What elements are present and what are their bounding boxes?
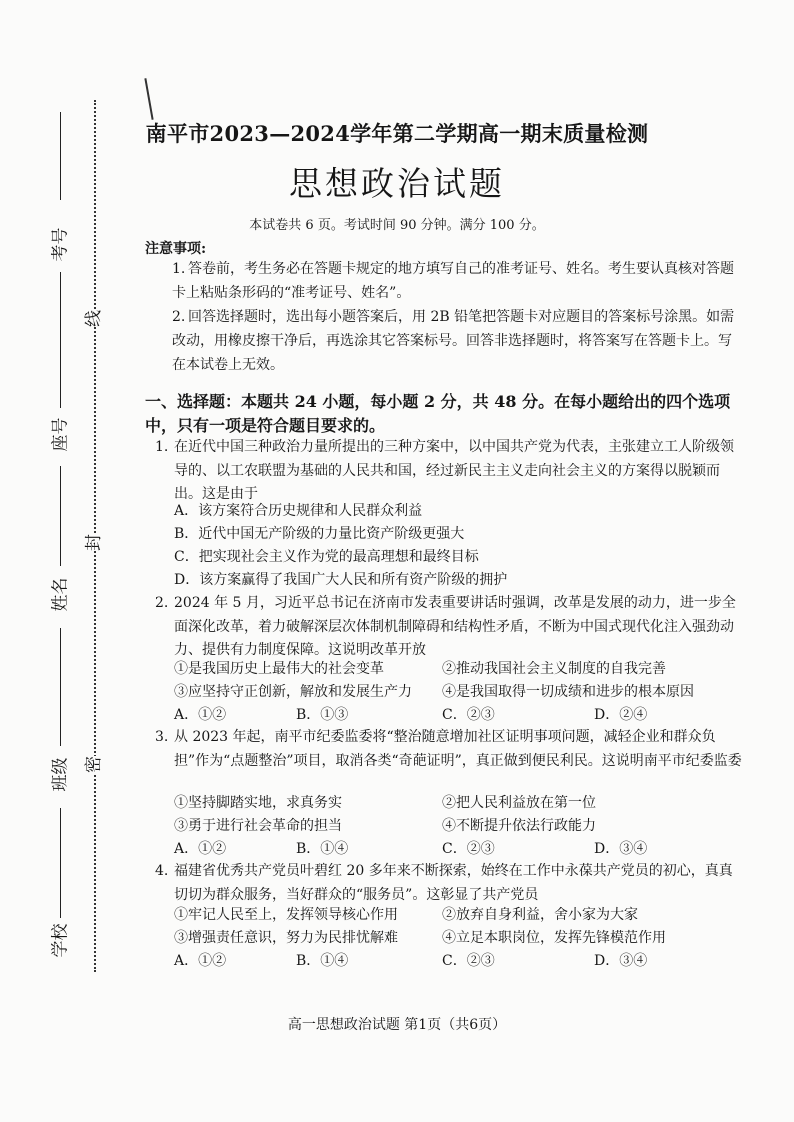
subject-title: 思想政治试题 xyxy=(289,164,505,203)
question-2-choice-d: D．②④ xyxy=(594,707,648,723)
question-2-choice-b: B．①③ xyxy=(296,707,349,723)
question-2-statement-4: ④是我国取得一切成绩和进步的根本原因 xyxy=(442,684,694,700)
question-4-choice-c: C．②③ xyxy=(442,953,495,969)
question-4-statement-3: ③增强责任意识，努力为民排忧解难 xyxy=(174,930,398,946)
field-label-banji: 班级 xyxy=(50,757,71,792)
field-line-zuohao xyxy=(60,272,61,408)
notes-heading: 注意事项: xyxy=(145,241,207,257)
question-1-option-d: D．该方案赢得了我国广大人民和所有资产阶级的拥护 xyxy=(174,572,508,588)
field-label-zuohao: 座号 xyxy=(50,417,71,452)
exam-title: 南平市2023—2024学年第二学期高一期末质量检测 xyxy=(145,121,649,146)
question-text: 在近代中国三种政治力量所提出的三种方案中，以中国共产党为代表，主张建立工人阶级领导的、以工农联盟为基础的人民共和国，经过新民主主义走向社会主义的方案得以脱颖而出。这是由于 xyxy=(174,439,734,502)
note-item xyxy=(172,305,742,377)
question-4-choice-a: A．①② xyxy=(174,953,227,969)
seal-char-mi: 密 xyxy=(84,756,104,773)
question-text: 从 2023 年起，南平市纪委监委将“整治随意增加社区证明事项问题，减轻企业和群众负担”作为“点题整治”项目，取消各类“奇葩证明”，真正做到便民利民。这说明南平市纪委监委 xyxy=(174,729,742,769)
question-number: 4. xyxy=(155,863,169,879)
pen-mark xyxy=(144,78,153,120)
question-3-choice-b: B．①④ xyxy=(296,841,349,857)
note-item xyxy=(172,257,742,305)
question-3-choice-a: A．①② xyxy=(174,841,227,857)
question-number: 1. xyxy=(155,439,169,455)
question-number: 2. xyxy=(155,595,169,611)
question-2-statement-3: ③应坚持守正创新，解放和发展生产力 xyxy=(174,684,412,700)
note-number: 2. xyxy=(172,309,186,325)
note-text: 答卷前，考生务必在答题卡规定的地方填写自己的准考证号、姓名。考生要认真核对答题卡上粘贴条形码的“准考证号、姓名”。 xyxy=(172,261,734,301)
question-1-option-a: A．该方案符合历史规律和人民群众利益 xyxy=(174,503,423,519)
question-3-statement-2: ②把人民利益放在第一位 xyxy=(442,795,596,811)
question-number: 3. xyxy=(155,729,169,745)
question-2-choice-c: C．②③ xyxy=(442,707,495,723)
field-line-xuexiao xyxy=(60,808,61,918)
question-1-stem xyxy=(155,436,745,507)
field-line-xingming xyxy=(60,466,61,566)
question-4-statement-2: ②放弃自身利益，舍小家为大家 xyxy=(442,907,638,923)
exam-info: 本试卷共 6 页。考试时间 90 分钟。满分 100 分。 xyxy=(249,218,545,233)
question-4-stem xyxy=(155,860,745,907)
field-label-xuexiao: 学校 xyxy=(50,923,71,958)
question-4-statement-1: ①牢记人民至上，发挥领导核心作用 xyxy=(174,907,398,923)
note-number: 1. xyxy=(172,261,186,277)
field-label-kaohao: 考号 xyxy=(50,227,71,262)
question-3-stem xyxy=(155,726,745,773)
note-text: 回答选择题时，选出每小题答案后，用 2B 铅笔把答题卡对应题目的答案标号涂黑。如需改动，用橡皮擦干净后，再选涂其它答案标号。回答非选择题时，将答案写在答题卡上。写在本试卷上无效。 xyxy=(172,309,735,373)
question-2-choice-a: A．①② xyxy=(174,707,227,723)
question-2-statement-1: ①是我国历史上最伟大的社会变革 xyxy=(174,661,384,677)
question-3-statement-3: ③勇于进行社会革命的担当 xyxy=(174,818,342,834)
question-4-statement-4: ④立足本职岗位，发挥先锋模范作用 xyxy=(442,930,666,946)
question-3-statement-4: ④不断提升依法行政能力 xyxy=(442,818,596,834)
question-4-choice-d: D．③④ xyxy=(594,953,648,969)
seal-char-xian: 线 xyxy=(84,310,104,327)
field-label-xingming: 姓名 xyxy=(50,577,71,612)
question-1-option-b: B．近代中国无产阶级的力量比资产阶级更强大 xyxy=(174,526,465,542)
page-footer: 高一思想政治试题 第1页（共6页） xyxy=(287,1017,507,1033)
seal-char-feng: 封 xyxy=(84,534,104,551)
section-heading: 一、选择题：本题共 24 小题，每小题 2 分，共 48 分。在每小题给出的四个选项中，只有一项是符合题目要求的。 xyxy=(145,392,731,435)
question-4-choice-b: B．①④ xyxy=(296,953,349,969)
question-3-choice-d: D．③④ xyxy=(594,841,648,857)
question-text: 2024 年 5 月，习近平总书记在济南市发表重要讲话时强调，改革是发展的动力，进一步全面深化改革，着力破解深层次体制机制障碍和结构性矛盾，不断为中国式现代化注入强劲动力、提供有力制度保障。这说明改革开放 xyxy=(174,595,736,658)
question-3-choice-c: C．②③ xyxy=(442,841,495,857)
question-2-stem xyxy=(155,592,745,663)
question-2-statement-2: ②推动我国社会主义制度的自我完善 xyxy=(442,661,666,677)
field-line-banji xyxy=(60,628,61,746)
question-text: 福建省优秀共产党员叶碧红 20 多年来不断探索，始终在工作中永葆共产党员的初心，真真切切为群众服务，当好群众的“服务员”。这彰显了共产党员 xyxy=(174,863,733,903)
question-1-option-c: C．把实现社会主义作为党的最高理想和最终目标 xyxy=(174,549,479,565)
question-3-statement-1: ①坚持脚踏实地，求真务实 xyxy=(174,795,342,811)
